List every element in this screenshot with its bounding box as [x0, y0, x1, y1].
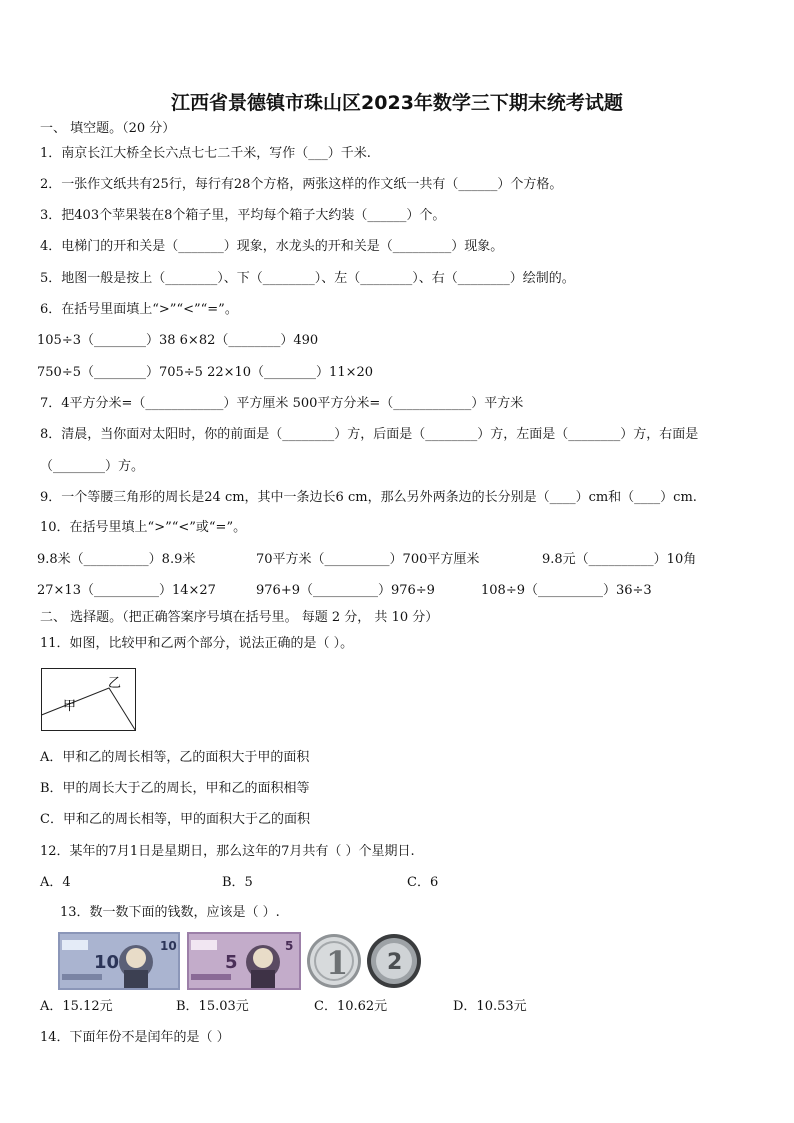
ten-yuan-corner-denomination: 10: [160, 939, 177, 953]
question-13-option-b: B．15.03元: [176, 999, 249, 1014]
question-13-option-a: A．15.12元: [40, 999, 113, 1014]
question-12-option-a: A．4: [40, 875, 71, 890]
question-2: 2．一张作文纸共有25行，每行有28个方格，两张这样的作文纸一共有（______）个方格。: [40, 177, 563, 192]
question-4: 4．电梯门的开和关是（_______）现象，水龙头的开和关是（_________）现象。: [40, 239, 504, 254]
question-6-row-1: 105÷3（________）38 6×82（________）490: [37, 333, 319, 348]
question-5: 5．地图一般是按上（________）、下（________）、左（________）、右（________）绘制的。: [40, 271, 575, 286]
page-title: 江西省景德镇市珠山区2023年数学三下期末统考试题: [171, 92, 623, 114]
question-12: 12．某年的7月1日是星期日，那么这年的7月共有（ ）个星期日.: [40, 844, 415, 859]
five-yuan-bill-image: [187, 932, 301, 990]
question-12-option-b: B．5: [222, 875, 253, 890]
two-fen-coin: [366, 932, 422, 990]
question-1: 1．南京长江大桥全长六点七七二千米，写作（___）千米.: [40, 146, 371, 161]
question-10-item: 108÷9（__________）36÷3: [481, 583, 652, 598]
five-yuan-denomination: 5: [225, 952, 238, 973]
question-10-item: 9.8米（__________）8.9米: [37, 552, 196, 567]
ten-yuan-bill-image: [58, 932, 180, 990]
two-fen-coin-denomination: 2: [387, 950, 403, 975]
question-13: 13．数一数下面的钱数，应该是（ ）.: [60, 905, 280, 920]
question-13-option-c: C．10.62元: [314, 999, 388, 1014]
question-11-option-c: C．甲和乙的周长相等，甲的面积大于乙的面积: [40, 812, 310, 827]
one-yuan-coin: [306, 932, 362, 990]
question-12-option-c: C．6: [407, 875, 439, 890]
question-11: 11．如图，比较甲和乙两个部分，说法正确的是（ ）。: [40, 636, 354, 651]
five-yuan-bill: [187, 932, 301, 990]
question-11-figure: [41, 668, 137, 732]
question-14: 14．下面年份不是闰年的是（ ）: [40, 1030, 230, 1045]
question-11-option-b: B．甲的周长大于乙的周长，甲和乙的面积相等: [40, 781, 310, 796]
question-10-item: 9.8元（__________）10角: [542, 552, 697, 567]
figure-divider-line: [42, 688, 136, 731]
question-6: 6．在括号里面填上“>”“<”“=”。: [40, 302, 238, 317]
question-11-option-a: A．甲和乙的周长相等，乙的面积大于甲的面积: [40, 750, 310, 765]
question-6-row-2: 750÷5（________）705÷5 22×10（________）11×20: [37, 365, 374, 380]
question-10-item: 27×13（__________）14×27: [37, 583, 216, 598]
question-13-option-d: D．10.53元: [453, 999, 527, 1014]
figure-label-jia: 甲: [63, 699, 77, 714]
ten-yuan-bill: [58, 932, 180, 990]
question-3: 3．把403个苹果装在8个箱子里，平均每个箱子大约装（______）个。: [40, 208, 446, 223]
section-fill-blank-heading: 一、 填空题。（20 分）: [40, 121, 176, 136]
question-10-item: 70平方米（__________）700平方厘米: [256, 552, 480, 567]
question-10: 10．在括号里填上“>”“<”或“=”。: [40, 520, 247, 535]
two-fen-coin-image: [366, 932, 422, 990]
figure-rectangle: [42, 669, 136, 731]
question-9: 9．一个等腰三角形的周长是24 cm，其中一条边长6 cm，那么另外两条边的长分别是（____）cm和（____）cm.: [40, 490, 697, 505]
question-7: 7．4平方分米=（____________）平方厘米 500平方分米=（____________）平方米: [40, 396, 524, 411]
section-choice-heading: 二、 选择题。（把正确答案序号填在括号里。 每题 2 分， 共 10 分）: [40, 610, 439, 625]
one-yuan-coin-denomination: 1: [326, 944, 349, 982]
question-8: 8．清晨，当你面对太阳时，你的前面是（________）方，后面是（________）方，左面是（________）方，右面是: [40, 427, 699, 442]
question-8-cont: （________）方。: [40, 459, 145, 474]
figure-label-yi: 乙: [108, 676, 122, 691]
ten-yuan-denomination: 10: [94, 952, 120, 973]
question-10-item: 976+9（__________）976÷9: [256, 583, 435, 598]
one-yuan-coin-image: [306, 932, 362, 990]
five-yuan-corner-denomination: 5: [285, 939, 294, 953]
